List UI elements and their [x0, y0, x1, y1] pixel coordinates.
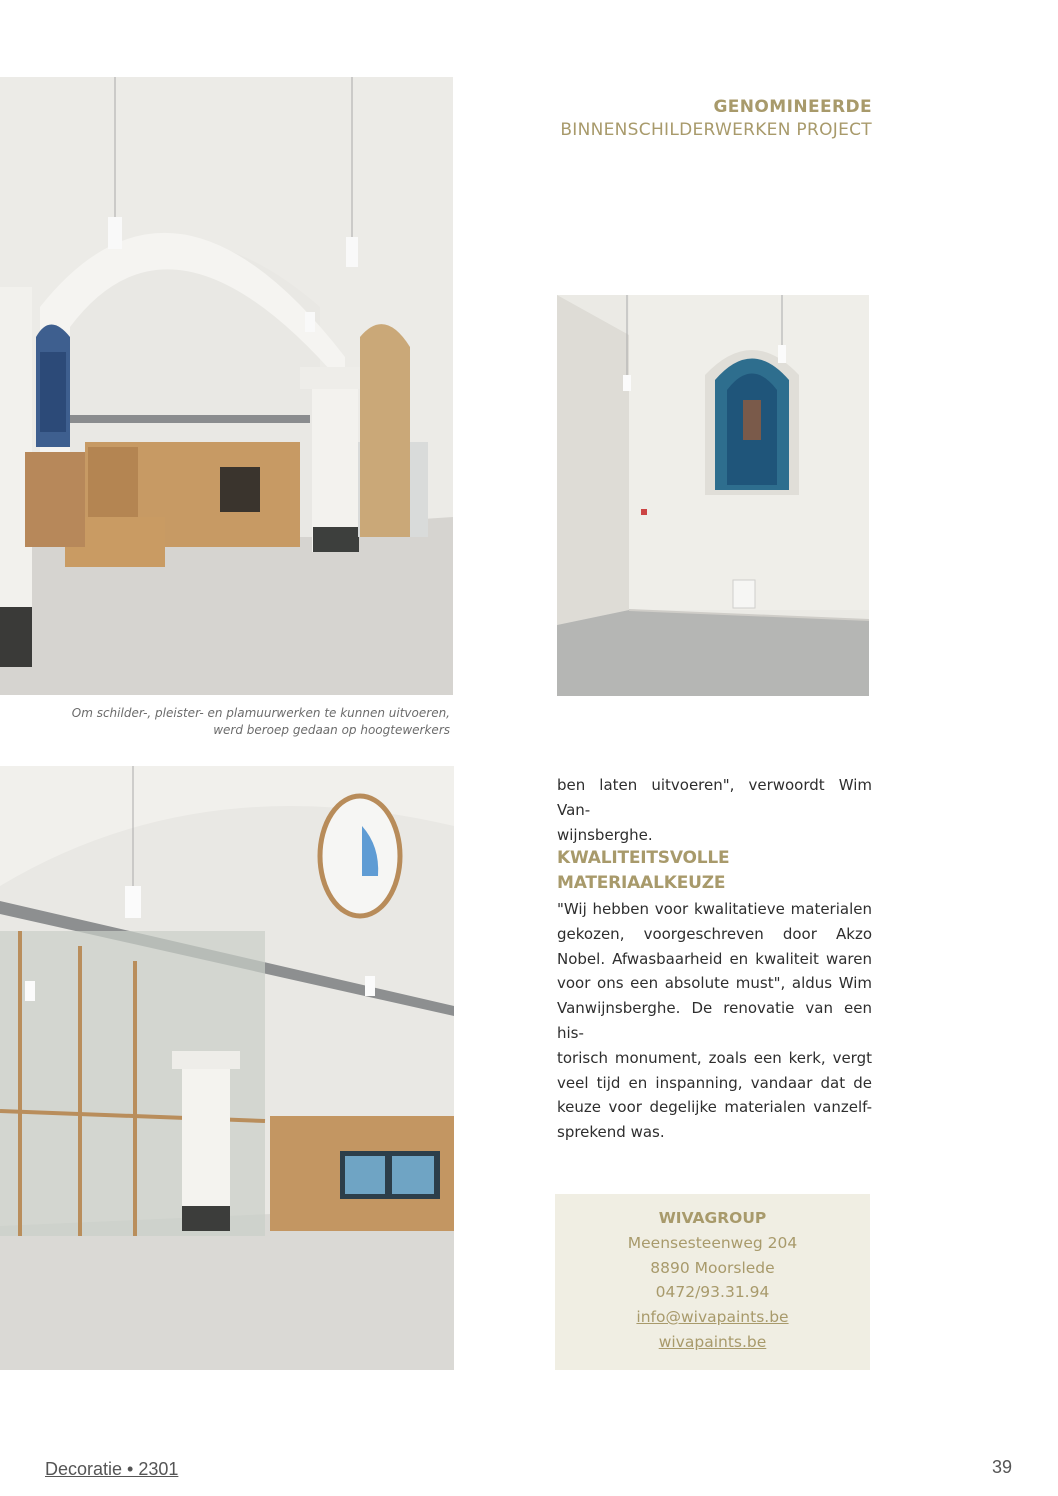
intro-line: wijnsberghe. — [557, 825, 653, 844]
intro-line: ben laten uitvoeren", verwoordt Wim Van- — [557, 776, 872, 819]
paragraph-line: keuze voor degelijke materialen vanzelf- — [557, 1098, 872, 1117]
article-heading — [560, 96, 872, 142]
contact-phone: 0472/93.31.94 — [655, 1283, 770, 1302]
paragraph-line: torisch monument, zoals een kerk, vergt — [557, 1048, 872, 1067]
section-paragraph — [557, 897, 872, 1145]
contact-city: 8890 Moorslede — [650, 1258, 775, 1277]
church-interior-photo-top — [0, 77, 453, 695]
paragraph-line: veel tijd en inspanning, vandaar dat de — [557, 1073, 872, 1092]
paragraph-line: gekozen, voorgeschreven door Akzo — [557, 924, 872, 943]
paragraph-line: "Wij hebben voor kwalitatieve materialen — [557, 900, 872, 918]
heading-title-bold: GENOMINEERDE — [713, 97, 872, 117]
company-name: WIVAGROUP — [658, 1209, 767, 1227]
contact-website-link[interactable]: wivapaints.be — [658, 1332, 767, 1351]
contact-street: Meensesteenweg 204 — [627, 1233, 798, 1252]
caption-line-2: werd beroep gedaan op hoogtewerkers — [213, 723, 450, 737]
paragraph-line: voor ons een absolute must", aldus Wim — [557, 974, 872, 993]
page-number: 39 — [992, 1457, 1013, 1477]
contact-box — [555, 1194, 870, 1370]
section-heading-line-2: MATERIAALKEUZE — [557, 873, 726, 893]
contact-email-link[interactable]: info@wivapaints.be — [636, 1308, 789, 1327]
publication-link[interactable]: Decoratie • 2301 — [45, 1459, 179, 1479]
photo-caption — [60, 705, 450, 739]
caption-line-1: Om schilder-, pleister- en plamuurwerken te kunnen uitvoeren, — [71, 706, 450, 720]
stained-glass-room-photo — [557, 295, 869, 696]
intro-paragraph — [557, 773, 872, 847]
section-heading — [557, 846, 872, 896]
paragraph-line: Nobel. Afwasbaarheid en kwaliteit waren — [557, 949, 872, 968]
section-heading-line-1: KWALITEITSVOLLE — [557, 848, 730, 868]
paragraph-line: Vanwijnsberghe. De renovatie van een his- — [557, 999, 872, 1042]
church-interior-photo-bottom — [0, 766, 454, 1370]
heading-title-light: BINNENSCHILDERWERKEN PROJECT — [560, 120, 872, 140]
paragraph-line: sprekend was. — [557, 1123, 665, 1142]
